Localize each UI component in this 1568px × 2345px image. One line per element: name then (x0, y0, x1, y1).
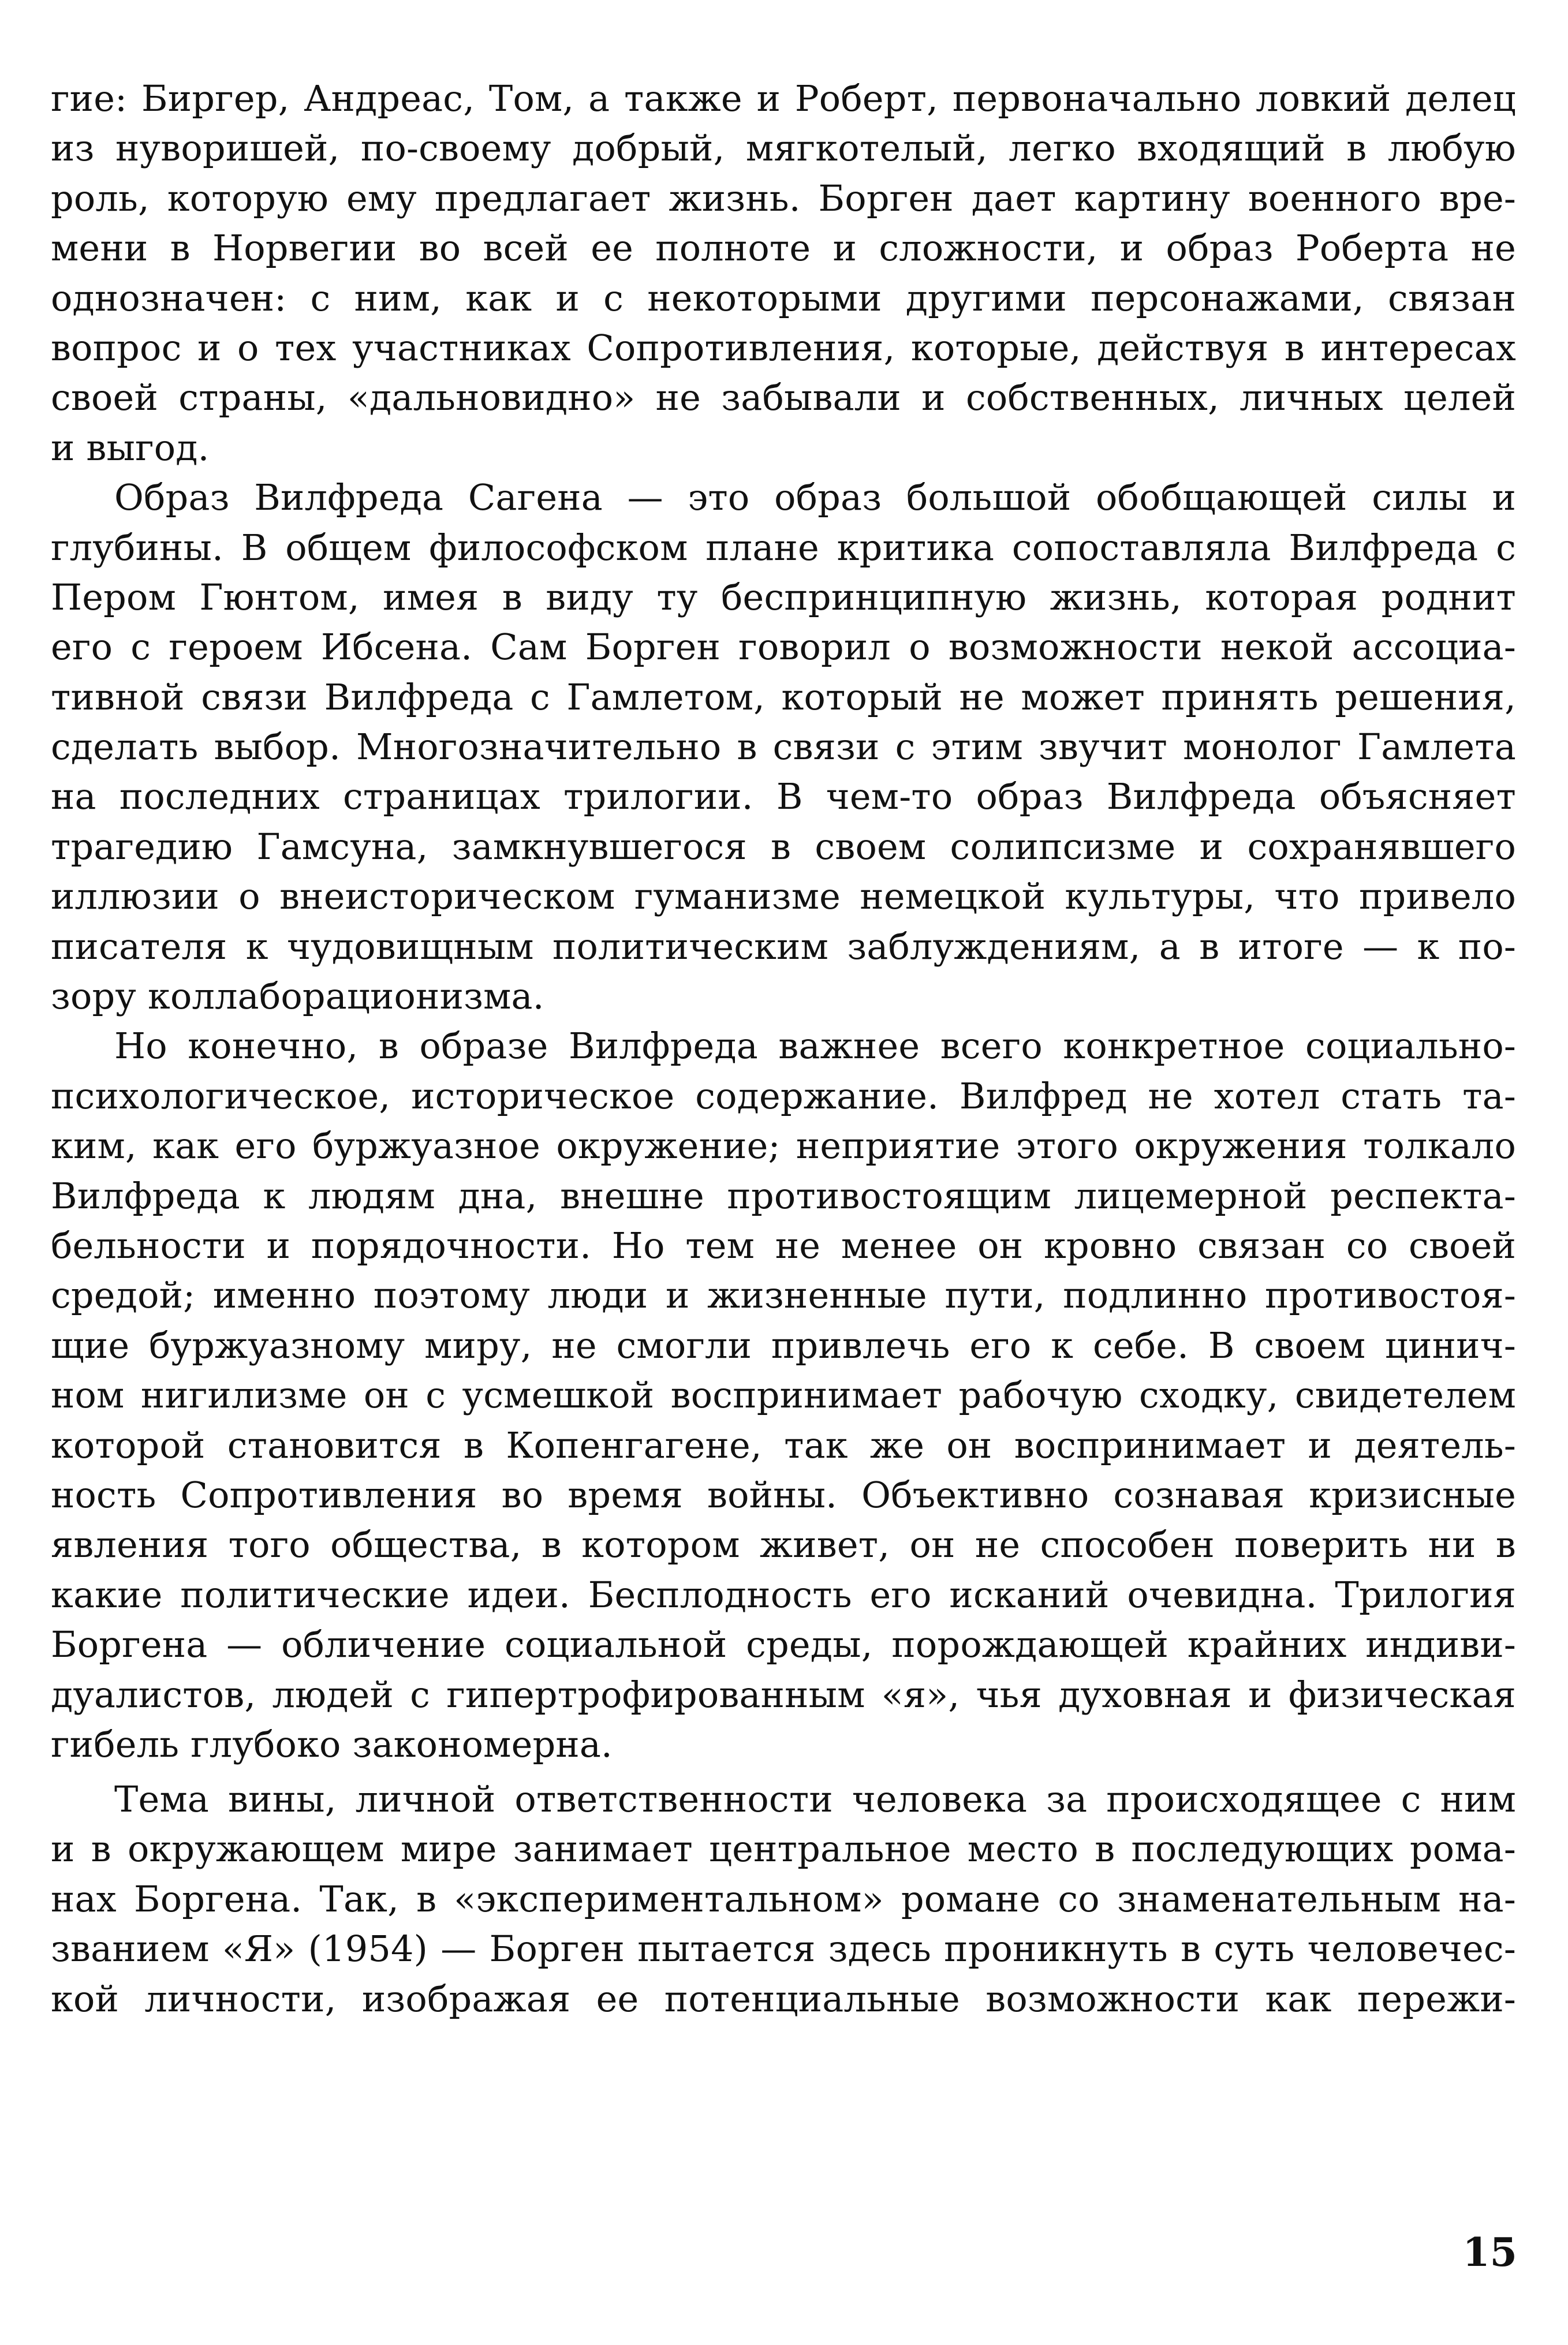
paragraph (51, 1021, 1516, 1769)
text-line: вопрос и о тех участниках Сопротивления, которые, действуя в интересах (51, 326, 1516, 369)
text-line: однозначен: с ним, как и с некоторыми другими персонажами, связан (51, 277, 1516, 319)
text-line: ность Сопротивления во время войны. Объективно сознавая кризисные (51, 1473, 1516, 1516)
text-line: и выгод. (51, 426, 210, 469)
text-line: Тема вины, личной ответственности человека за происходящее с ним (114, 1778, 1516, 1820)
text-line: зору коллаборационизма. (51, 975, 544, 1018)
text-line: нах Боргена. Так, в «экспериментальном» романе со знаменательным на- (51, 1877, 1516, 1920)
text-line: психологическое, историческое содержание. Вилфред не хотел стать та- (51, 1074, 1516, 1117)
text-line: средой; именно поэтому люди и жизненные пути, подлинно противостоя- (51, 1274, 1516, 1317)
text-line: Боргена — обличение социальной среды, порождающей крайних индиви- (51, 1623, 1516, 1666)
text-line: тивной связи Вилфреда с Гамлетом, который не может принять решения, (51, 675, 1516, 718)
text-line: щие буржуазному миру, не смогли привлечь его к себе. В своем цинич- (51, 1324, 1516, 1366)
text-line: глубины. В общем философском плане критика сопоставляла Вилфреда с (51, 526, 1516, 569)
text-line: иллюзии о внеисторическом гуманизме немецкой культуры, что привело (51, 875, 1516, 918)
text-line: гибель глубоко закономерна. (51, 1723, 613, 1765)
paragraph (51, 473, 1516, 1021)
text-line: его с героем Ибсена. Сам Борген говорил о возможности некой ассоциа- (51, 626, 1516, 669)
text-line: гие: Биргер, Андреас, Том, а также и Роберт, первоначально ловкий делец (51, 77, 1516, 120)
text-line: дуалистов, людей с гипертрофированным «я», чья духовная и физическая (51, 1673, 1516, 1716)
text-line: званием «Я» (1954) — Борген пытается здесь проникнуть в суть человечес- (51, 1928, 1516, 1970)
main-text-block (51, 74, 1516, 1769)
paragraph (51, 1775, 1516, 2024)
text-line: мени в Норвегии во всей ее полноте и сложности, и образ Роберта не (51, 227, 1516, 270)
text-line: из нуворишей, по-своему добрый, мягкотелый, легко входящий в любую (51, 127, 1516, 170)
text-line: Образ Вилфреда Сагена — это образ большой обобщающей силы и (114, 476, 1516, 519)
text-line: которой становится в Копенгагене, так же он воспринимает и деятель- (51, 1424, 1516, 1466)
text-line: Но конечно, в образе Вилфреда важнее всего конкретное социально- (114, 1025, 1516, 1067)
text-line: кой личности, изображая ее потенциальные возможности как пережи- (51, 1977, 1516, 2020)
text-line: сделать выбор. Многозначительно в связи с этим звучит монолог Гамлета (51, 726, 1516, 768)
text-line: и в окружающем мире занимает центральное место в последующих рома- (51, 1828, 1516, 1870)
text-line: Вилфреда к людям дна, внешне противостоящим лицемерной респекта- (51, 1174, 1516, 1217)
paragraph (51, 74, 1516, 473)
text-line: роль, которую ему предлагает жизнь. Борген дает картину военного вре- (51, 177, 1516, 219)
text-line: явления того общества, в котором живет, он не способен поверить ни в (51, 1523, 1516, 1566)
text-line: трагедию Гамсуна, замкнувшегося в своем солипсизме и сохранявшего (51, 825, 1516, 868)
continuation-text-block (51, 1775, 1516, 2024)
page-number: 15 (1462, 2230, 1517, 2276)
text-line: на последних страницах трилогии. В чем-то образ Вилфреда объясняет (51, 775, 1516, 818)
text-line: ном нигилизме он с усмешкой воспринимает рабочую сходку, свидетелем (51, 1374, 1516, 1417)
text-line: писателя к чудовищным политическим заблуждениям, а в итоге — к по- (51, 925, 1516, 968)
text-line: Пером Гюнтом, имея в виду ту беспринципную жизнь, которая роднит (51, 576, 1516, 618)
text-line: какие политические идеи. Бесплодность его исканий очевидна. Трилогия (51, 1573, 1516, 1616)
text-line: бельности и порядочности. Но тем не менее он кровно связан со своей (51, 1224, 1516, 1267)
text-line: своей страны, «дальновидно» не забывали и собственных, личных целей (51, 376, 1516, 419)
text-line: ким, как его буржуазное окружение; неприятие этого окружения толкало (51, 1125, 1516, 1167)
